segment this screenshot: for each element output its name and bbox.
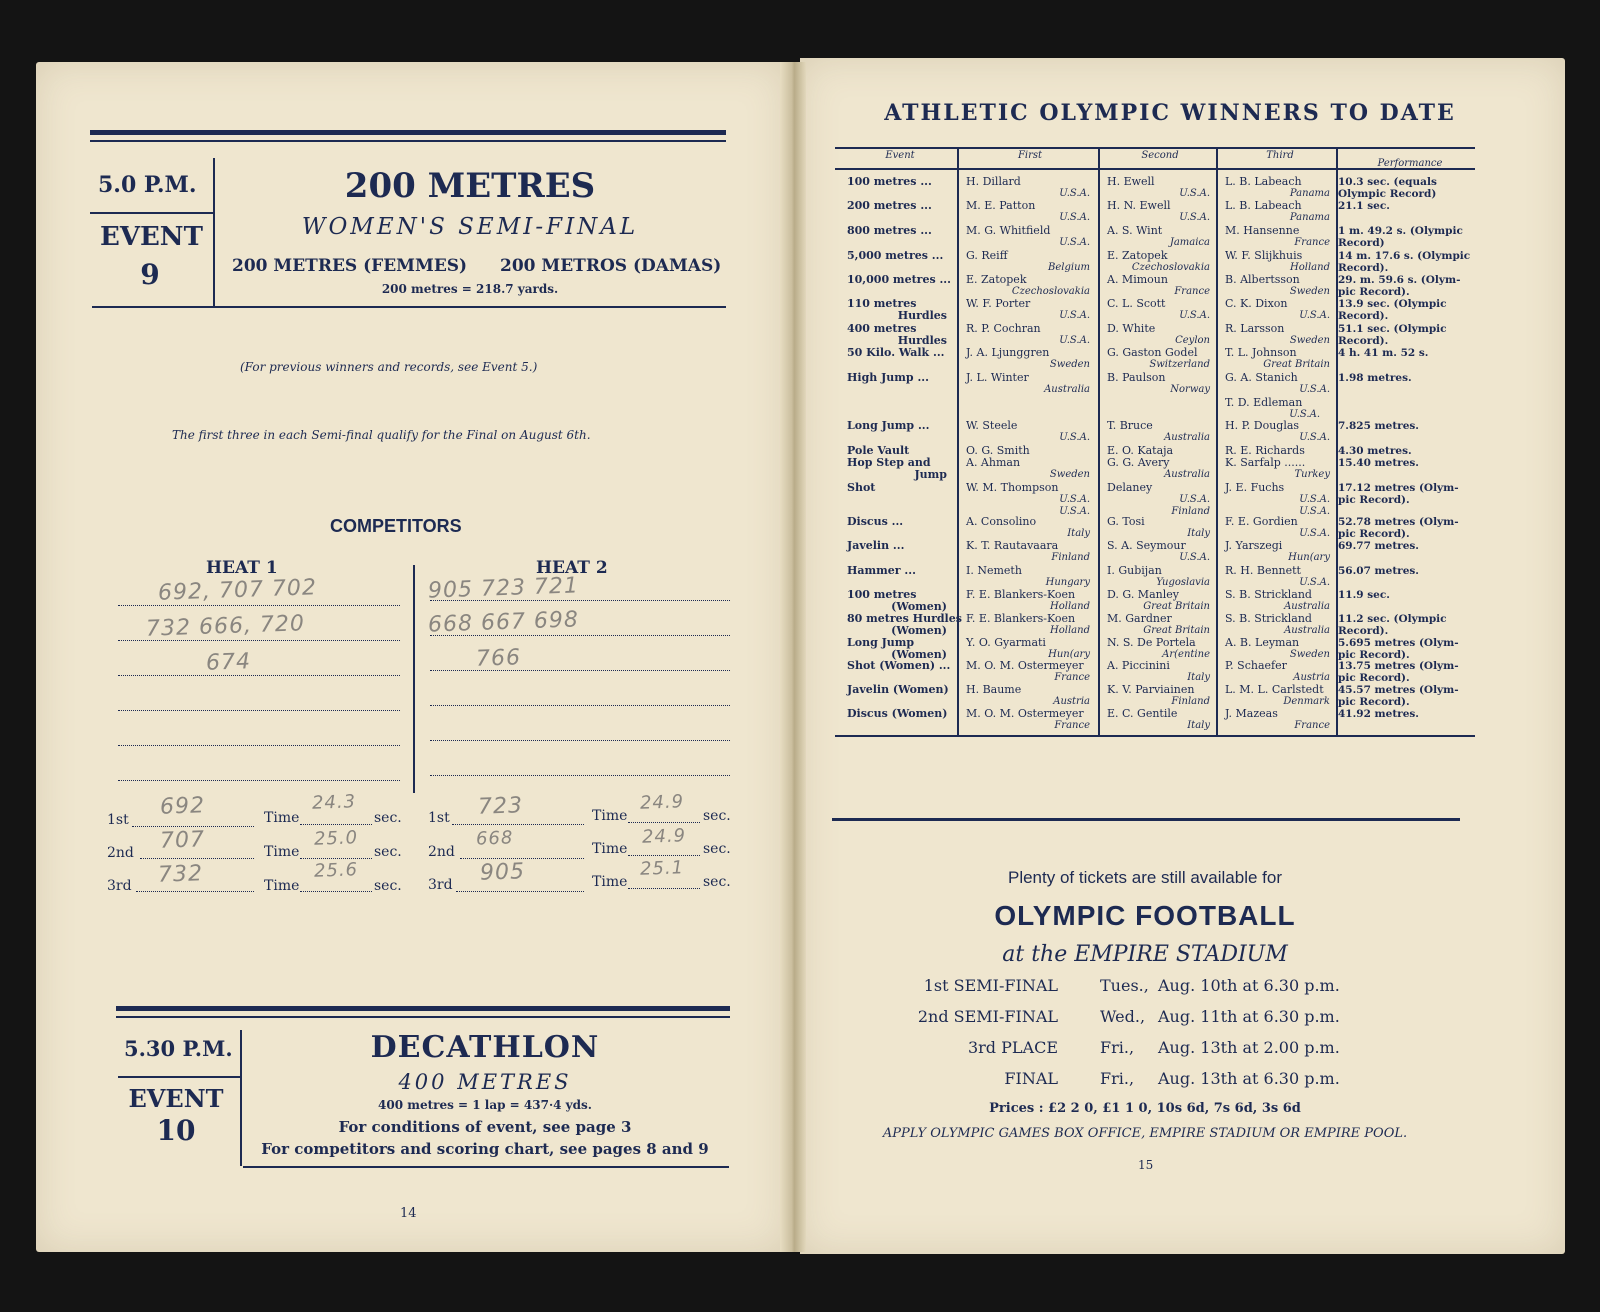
result-third-name: R. H. Bennett: [1225, 564, 1301, 577]
event10-conversion: 400 metres = 1 lap = 437·4 yds.: [378, 1098, 592, 1112]
result-third-country: Sweden: [1289, 286, 1330, 297]
result-third-country: Hun(ary: [1288, 552, 1330, 563]
fixture-date: Aug. 11th at 6.30 p.m.: [1158, 1007, 1340, 1026]
result-second-name: A. Mimoun: [1107, 273, 1168, 286]
heat2-time-label: Time: [592, 874, 628, 890]
result-event: 200 metres ...: [847, 199, 932, 212]
result-performance: 45.57 metres (Olym- pic Record).: [1338, 684, 1459, 708]
result-second-name: A. Piccinini: [1107, 659, 1170, 672]
heat-divider: [413, 565, 415, 793]
result-first-name: J. A. Ljunggren: [966, 346, 1050, 359]
event10-conditions: For conditions of event, see page 3: [338, 1118, 632, 1136]
result-event: Long Jump: [847, 636, 915, 649]
heat2-winner-number: 723: [477, 793, 524, 820]
result-second-country: Australia: [1164, 469, 1210, 480]
result-second-country: U.S.A.: [1179, 212, 1210, 223]
result-event: 800 metres ...: [847, 224, 932, 237]
result-event: Hop Step and: [847, 456, 931, 469]
result-second-country: Switzerland: [1149, 359, 1210, 370]
result-performance: 41.92 metres.: [1338, 708, 1419, 720]
result-performance: 56.07 metres.: [1338, 565, 1419, 577]
event10-subtitle: 400 METRES: [398, 1070, 572, 1094]
previous-winners-note: (For previous winners and records, see Event 5.): [240, 360, 538, 374]
heat1-line: [118, 780, 400, 781]
football-intro: Plenty of tickets are still available for: [1007, 868, 1282, 887]
top-rule-thin: [90, 140, 726, 142]
heat2-sec-label: sec.: [703, 808, 731, 824]
result-second-country: Yugoslavia: [1156, 577, 1210, 588]
result-event-cont: Hurdles: [897, 309, 947, 322]
heat1-second-time: 25.0: [313, 827, 359, 850]
heat2-handwritten-line-2: 668 667 698: [427, 607, 580, 638]
result-first-country: Sweden: [1049, 359, 1090, 370]
result-event: 400 metres: [847, 322, 917, 335]
result-third-country: Turkey: [1294, 469, 1330, 480]
result-first-name: Y. O. Gyarmati: [966, 636, 1046, 649]
result-second-country: U.S.A.: [1179, 494, 1210, 505]
result-event: Hammer ...: [847, 564, 916, 577]
result-performance: 13.9 sec. (Olympic Record).: [1338, 298, 1447, 322]
box-office-note: APPLY OLYMPIC GAMES BOX OFFICE, EMPIRE STADIUM OR EMPIRE POOL.: [882, 1126, 1408, 1141]
result-first-country: U.S.A.: [1059, 432, 1090, 443]
result-third-name: C. K. Dixon: [1225, 297, 1288, 310]
result-performance: 14 m. 17.6 s. (Olympic Record).: [1338, 250, 1471, 274]
result-third-name: T. L. Johnson: [1225, 346, 1297, 359]
result-first-country: U.S.A.: [1059, 506, 1090, 517]
result-first-name: W. Steele: [966, 419, 1018, 432]
title-french: 200 METRES (FEMMES): [232, 256, 468, 276]
result-first-name: F. E. Blankers-Koen: [966, 588, 1076, 601]
heat2-label: HEAT 2: [536, 558, 608, 578]
heat1-handwritten-line-3: 674: [205, 649, 252, 676]
competitors-heading: COMPETITORS: [330, 516, 462, 536]
result-third-name: K. Sarfalp ......: [1225, 456, 1306, 469]
result-second-name: A. S. Wint: [1107, 224, 1163, 237]
heat2-second-number: 668: [475, 827, 514, 850]
event10-title: DECATHLON: [370, 1030, 600, 1065]
result-first-name: M. O. M. Ostermeyer: [966, 659, 1084, 672]
result-second-country: Italy: [1187, 672, 1210, 683]
result-third-country: Austria: [1293, 672, 1330, 683]
book-gutter: [780, 62, 806, 1252]
result-event: High Jump ...: [847, 371, 929, 384]
event-divider: [213, 158, 215, 306]
top-rule: [90, 130, 726, 135]
result-second-name: D. White: [1107, 322, 1156, 335]
heat2-time-line: [628, 855, 700, 856]
result-first-name: K. T. Rautavaara: [966, 539, 1059, 552]
result-performance: 69.77 metres.: [1338, 540, 1419, 552]
result-first-name: M. E. Patton: [966, 199, 1036, 212]
result-third-name: H. P. Douglas: [1225, 419, 1300, 432]
result-third-country: U.S.A.: [1299, 310, 1330, 321]
heat2-sec-label: sec.: [703, 841, 731, 857]
heat1-sec-label: sec.: [374, 810, 402, 826]
result-second-country: Great Britain: [1143, 601, 1210, 612]
football-top-rule: [832, 818, 1460, 821]
result-third-name: B. Albertsson: [1225, 273, 1300, 286]
result-third-name: J. Yarszegi: [1225, 539, 1283, 552]
result-third-country: U.S.A.: [1299, 384, 1330, 395]
result-first-name: M. O. M. Ostermeyer: [966, 707, 1084, 720]
football-title: OLYMPIC FOOTBALL: [994, 900, 1296, 931]
result-third-country: U.S.A.: [1289, 409, 1320, 420]
heat1-sec-label: sec.: [374, 878, 402, 894]
result-first-name: J. L. Winter: [966, 371, 1029, 384]
result-performance: 21.1 sec.: [1338, 200, 1390, 212]
result-event: Long Jump ...: [847, 419, 930, 432]
result-performance: 7.825 metres.: [1338, 420, 1419, 432]
result-second-country: France: [1174, 286, 1210, 297]
result-third-name: L. B. Labeach: [1225, 199, 1302, 212]
result-third-country: Holland: [1290, 262, 1330, 273]
ticket-prices: Prices : £2 2 0, £1 1 0, 10s 6d, 7s 6d, 3s 6d: [989, 1101, 1301, 1116]
results-heading: ATHLETIC OLYMPIC WINNERS TO DATE: [884, 100, 1456, 126]
result-third-country: Panama: [1289, 188, 1330, 199]
result-third-name: F. E. Gordien: [1225, 515, 1298, 528]
heat2-place-line: [456, 891, 584, 892]
result-first-country: U.S.A.: [1059, 310, 1090, 321]
fixture-date: Aug. 10th at 6.30 p.m.: [1158, 976, 1340, 995]
heat1-handwritten-line-1: 692, 707 702: [157, 575, 318, 606]
result-third-country: Denmark: [1283, 696, 1330, 707]
heat2-place-2: 2nd: [428, 844, 455, 860]
heat2-line: [430, 670, 730, 671]
col-header-second: Second: [1141, 150, 1179, 161]
result-third-name: R. E. Richards: [1225, 444, 1305, 457]
heat1-time-label: Time: [264, 810, 300, 826]
result-first-country: Australia: [1044, 384, 1090, 395]
result-second-country: Italy: [1187, 528, 1210, 539]
result-first-name: O. G. Smith: [966, 444, 1030, 457]
event10-top-rule-thin: [116, 1016, 730, 1018]
result-event-cont: Jump: [914, 468, 947, 481]
result-performance: 4.30 metres.: [1338, 445, 1412, 457]
fixture-round: 3rd PLACE: [967, 1038, 1058, 1057]
result-performance: 11.2 sec. (Olympic Record).: [1338, 613, 1447, 637]
result-event: Shot: [847, 481, 876, 494]
result-third-country: Great Britain: [1263, 359, 1330, 370]
event10-time-divider: [118, 1076, 240, 1078]
heat1-sec-label: sec.: [374, 844, 402, 860]
result-second-name: D. G. Manley: [1107, 588, 1179, 601]
result-event: Pole Vault: [847, 444, 910, 457]
qualify-note: The first three in each Semi-final qualify for the Final on August 6th.: [172, 428, 591, 442]
result-first-country: France: [1054, 672, 1090, 683]
result-third-name: T. D. Edleman: [1225, 396, 1303, 409]
fixture-round: 2nd SEMI-FINAL: [917, 1007, 1058, 1026]
heat1-time-label: Time: [264, 878, 300, 894]
heat1-handwritten-line-2: 732 666, 720: [145, 611, 306, 642]
result-second-name: M. Gardner: [1107, 612, 1172, 625]
result-event: 10,000 metres ...: [847, 273, 951, 286]
event10-number: 10: [156, 1114, 196, 1147]
result-third-country: U.S.A.: [1299, 577, 1330, 588]
result-third-name: S. B. Strickland: [1225, 612, 1312, 625]
result-first-name: R. P. Cochran: [966, 322, 1041, 335]
result-event-cont: (Women): [891, 648, 947, 661]
heat2-second-time: 24.9: [641, 825, 687, 848]
result-performance: 52.78 metres (Olym- pic Record).: [1338, 516, 1459, 540]
football-venue: at the EMPIRE STADIUM: [1002, 942, 1288, 967]
heat1-line: [118, 710, 400, 711]
result-first-country: Austria: [1053, 696, 1090, 707]
result-first-name: F. E. Blankers-Koen: [966, 612, 1076, 625]
result-first-country: U.S.A.: [1059, 212, 1090, 223]
heat1-time-line: [300, 891, 372, 892]
right-page-number: 15: [1138, 1158, 1154, 1172]
result-third-name: M. Hansenne: [1225, 224, 1300, 237]
result-first-country: Finland: [1051, 552, 1090, 563]
result-third-country: U.S.A.: [1299, 506, 1330, 517]
result-second-name: E. C. Gentile: [1107, 707, 1178, 720]
result-first-name: M. G. Whitfield: [966, 224, 1051, 237]
col-header-third: Third: [1266, 150, 1294, 161]
result-second-name: G. G. Avery: [1107, 456, 1170, 469]
result-third-country: Sweden: [1289, 649, 1330, 660]
result-event: Discus ...: [847, 515, 904, 528]
result-event: 50 Kilo. Walk ...: [847, 346, 945, 359]
result-third-country: Australia: [1284, 601, 1330, 612]
result-second-name: I. Gubijan: [1107, 564, 1162, 577]
event-label: EVENT: [100, 222, 203, 252]
result-third-name: G. A. Stanich: [1225, 371, 1298, 384]
fixture-round: FINAL: [1004, 1069, 1058, 1088]
result-first-country: Czechoslovakia: [1011, 286, 1090, 297]
result-third-name: J. E. Fuchs: [1225, 481, 1285, 494]
heat1-winner-number: 692: [159, 793, 206, 820]
result-event-cont: (Women): [891, 624, 947, 637]
heat1-second-number: 707: [159, 827, 206, 854]
heat1-place-1: 1st: [107, 812, 129, 828]
table-header-rule-top: [835, 147, 1475, 149]
table-bottom-rule: [835, 735, 1475, 737]
fixture-round: 1st SEMI-FINAL: [923, 976, 1058, 995]
result-performance: 5.695 metres (Olym- pic Record).: [1338, 637, 1459, 661]
result-second-name: H. N. Ewell: [1107, 199, 1171, 212]
result-first-name: A. Consolino: [966, 515, 1037, 528]
result-performance: 13.75 metres (Olym- pic Record).: [1338, 660, 1459, 684]
result-first-country: Holland: [1050, 601, 1090, 612]
result-third-country: Sweden: [1289, 335, 1330, 346]
result-second-country: Jamaica: [1169, 237, 1210, 248]
result-second-country: Ar(entine: [1162, 649, 1210, 660]
result-third-name: W. F. Slijkhuis: [1225, 249, 1303, 262]
heat2-line: [430, 705, 730, 706]
fixture-day: Fri.,: [1100, 1038, 1135, 1057]
heat1-time-label: Time: [264, 844, 300, 860]
result-event: Javelin (Women): [847, 683, 949, 696]
left-page-number: 14: [400, 1206, 417, 1221]
result-performance: 1 m. 49.2 s. (Olympic Record): [1338, 225, 1463, 249]
heat2-place-line: [452, 824, 584, 825]
col-header-performance: Performance: [1377, 158, 1443, 169]
heat1-time-line: [300, 824, 372, 825]
result-third-country: France: [1294, 720, 1330, 731]
result-second-country: Italy: [1187, 720, 1210, 731]
heat2-handwritten-line-1: 905 723 721: [427, 573, 580, 604]
result-performance: 17.12 metres (Olym- pic Record).: [1338, 482, 1459, 506]
result-performance: 29. m. 59.6 s. (Olym- pic Record).: [1338, 274, 1461, 298]
result-first-country: Sweden: [1049, 469, 1090, 480]
result-event: 100 metres ...: [847, 175, 932, 188]
result-first-name: A. Ahman: [966, 456, 1021, 469]
heat1-place-line: [140, 858, 254, 859]
heat1-time-line: [300, 858, 372, 859]
result-second-name: G. Gaston Godel: [1107, 346, 1198, 359]
result-first-country: U.S.A.: [1059, 335, 1090, 346]
result-first-country: France: [1054, 720, 1090, 731]
result-event: Discus (Women): [847, 707, 948, 720]
heat2-place-1: 1st: [428, 810, 450, 826]
result-performance: 10.3 sec. (equals Olympic Record): [1338, 176, 1437, 200]
header-bottom-rule: [92, 306, 726, 308]
heat2-sec-label: sec.: [703, 874, 731, 890]
result-third-name: R. Larsson: [1225, 322, 1285, 335]
event10-divider: [240, 1030, 242, 1166]
result-first-country: Belgium: [1048, 262, 1090, 273]
result-second-name: B. Paulson: [1107, 371, 1166, 384]
result-first-country: U.S.A.: [1059, 494, 1090, 505]
result-first-country: Italy: [1067, 528, 1090, 539]
result-first-country: Hun(ary: [1048, 649, 1090, 660]
result-second-country: Czechoslovakia: [1131, 262, 1210, 273]
result-third-name: A. B. Leyman: [1225, 636, 1300, 649]
result-second-country: U.S.A.: [1179, 310, 1210, 321]
col-header-event: Event: [885, 150, 915, 161]
heat1-line: [118, 675, 400, 676]
result-second-name: T. Bruce: [1107, 419, 1153, 432]
heat1-label: HEAT 1: [206, 558, 278, 578]
result-first-name: I. Nemeth: [966, 564, 1022, 577]
result-second-country: U.S.A.: [1179, 188, 1210, 199]
result-event: 80 metres Hurdles: [847, 612, 962, 625]
result-performance: 1.98 metres.: [1338, 372, 1412, 384]
result-event-cont: Hurdles: [897, 334, 947, 347]
result-second-country: Great Britain: [1143, 625, 1210, 636]
time-divider: [90, 212, 214, 214]
result-third-country: Australia: [1284, 625, 1330, 636]
event-title: 200 METRES: [344, 166, 596, 206]
result-third-country: U.S.A.: [1299, 432, 1330, 443]
result-second-country: Norway: [1170, 384, 1210, 395]
result-second-country: Ceylon: [1175, 335, 1210, 346]
result-third-name: S. B. Strickland: [1225, 588, 1312, 601]
result-third-country: Panama: [1289, 212, 1330, 223]
heat1-place-2: 2nd: [107, 845, 134, 861]
event10-bottom-rule: [243, 1166, 729, 1168]
event-number: 9: [140, 258, 160, 291]
result-second-country: U.S.A.: [1179, 552, 1210, 563]
result-first-name: H. Dillard: [966, 175, 1021, 188]
event-time: 5.0 P.M.: [98, 172, 197, 198]
result-first-country: U.S.A.: [1059, 237, 1090, 248]
heat1-place-line: [136, 891, 254, 892]
result-event: Javelin ...: [847, 539, 905, 552]
result-event: Shot (Women) ...: [847, 659, 951, 672]
fixture-day: Tues.,: [1100, 976, 1149, 995]
result-second-country: Finland: [1171, 696, 1210, 707]
result-second-name: G. Tosi: [1107, 515, 1145, 528]
result-third-name: L. B. Labeach: [1225, 175, 1302, 188]
result-first-country: Holland: [1050, 625, 1090, 636]
result-first-name: H. Baume: [966, 683, 1022, 696]
event10-top-rule: [116, 1006, 730, 1011]
result-performance: 51.1 sec. (Olympic Record).: [1338, 323, 1447, 347]
result-third-country: U.S.A.: [1299, 528, 1330, 539]
result-third-country: France: [1294, 237, 1330, 248]
result-second-name: N. S. De Portela: [1107, 636, 1196, 649]
fixture-day: Fri.,: [1100, 1069, 1135, 1088]
heat1-third-number: 732: [157, 861, 204, 888]
result-event: 110 metres: [847, 297, 917, 310]
result-third-name: L. M. L. Carlstedt: [1225, 683, 1324, 696]
col-header-first: First: [1017, 150, 1043, 161]
result-third-name: P. Schaefer: [1225, 659, 1287, 672]
result-second-country: Finland: [1171, 506, 1210, 517]
result-second-name: S. A. Seymour: [1107, 539, 1186, 552]
result-event: 100 metres: [847, 588, 917, 601]
heat2-winner-time: 24.9: [639, 791, 685, 814]
heat1-place-3: 3rd: [107, 878, 132, 894]
heat1-winner-time: 24.3: [311, 791, 357, 814]
result-third-country: U.S.A.: [1299, 494, 1330, 505]
event10-time: 5.30 P.M.: [124, 1036, 233, 1061]
fixture-day: Wed.,: [1100, 1007, 1146, 1026]
result-first-country: U.S.A.: [1059, 188, 1090, 199]
heat2-time-line: [628, 822, 700, 823]
fixture-date: Aug. 13th at 2.00 p.m.: [1158, 1038, 1340, 1057]
result-first-country: Hungary: [1045, 577, 1090, 588]
heat1-line: [118, 745, 400, 746]
result-performance: 15.40 metres.: [1338, 457, 1419, 469]
result-event: 5,000 metres ...: [847, 249, 944, 262]
result-third-name: J. Mazeas: [1225, 707, 1278, 720]
result-second-name: E. O. Kataja: [1107, 444, 1174, 457]
heat2-line: [430, 775, 730, 776]
heat2-handwritten-line-3: 766: [475, 645, 522, 672]
result-event-cont: (Women): [891, 600, 947, 613]
event-subtitle: WOMEN'S SEMI-FINAL: [301, 214, 639, 240]
event10-label: EVENT: [128, 1084, 224, 1113]
heat2-place-3: 3rd: [428, 877, 453, 893]
result-second-name: C. L. Scott: [1107, 297, 1166, 310]
fixture-date: Aug. 13th at 6.30 p.m.: [1158, 1069, 1340, 1088]
heat1-third-time: 25.6: [313, 859, 359, 882]
result-performance: 4 h. 41 m. 52 s.: [1338, 347, 1429, 359]
heat2-line: [430, 740, 730, 741]
result-second-name: E. Zatopek: [1107, 249, 1168, 262]
result-first-name: W. F. Porter: [966, 297, 1031, 310]
result-second-name: H. Ewell: [1107, 175, 1155, 188]
distance-conversion: 200 metres = 218.7 yards.: [381, 282, 559, 296]
heat2-third-number: 905: [479, 859, 526, 886]
heat2-third-time: 25.1: [639, 857, 685, 880]
heat2-time-line: [628, 888, 700, 889]
heat2-time-label: Time: [592, 808, 628, 824]
result-second-name: K. V. Parviainen: [1107, 683, 1195, 696]
result-second-country: Australia: [1164, 432, 1210, 443]
heat2-time-label: Time: [592, 841, 628, 857]
event10-competitors: For competitors and scoring chart, see pages 8 and 9: [261, 1140, 709, 1158]
result-first-name: W. M. Thompson: [966, 481, 1059, 494]
result-second-name: Delaney: [1107, 481, 1153, 494]
result-performance: 11.9 sec.: [1338, 589, 1390, 601]
title-spanish: 200 METROS (DAMAS): [500, 256, 722, 276]
result-first-name: G. Reiff: [966, 249, 1008, 262]
result-first-name: E. Zatopek: [966, 273, 1027, 286]
